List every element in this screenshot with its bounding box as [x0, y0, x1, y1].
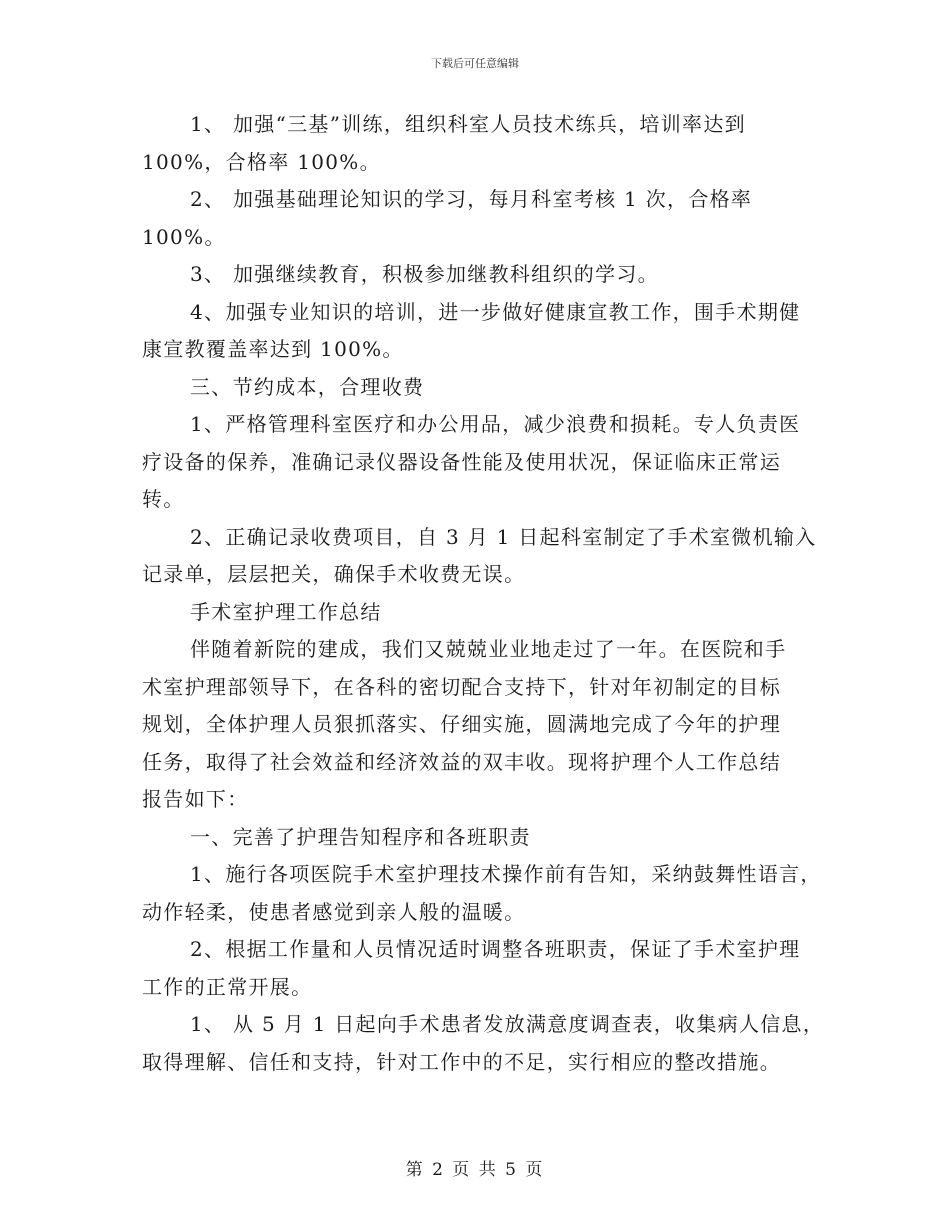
text-line: 4、加强专业知识的培训，进一步做好健康宣教工作，围手术期健 — [190, 299, 801, 324]
page-header: 下载后可任意编辑 — [431, 57, 519, 70]
text-line: 术室护理部领导下，在各科的密切配合支持下，针对年初制定的目标 — [142, 674, 781, 699]
text-line: 伴随着新院的建成，我们又兢兢业业地走过了一年。在医院和手 — [190, 637, 787, 661]
text-line: 任务，取得了社会效益和经济效益的双丰收。现将护理个人工作总结 — [142, 749, 781, 774]
text-line: 转。 — [142, 487, 185, 511]
text-line: 三、节约成本，合理收费 — [190, 374, 425, 399]
text-line: 康宣教覆盖率达到 100%。 — [142, 337, 404, 361]
text-line: 一、完善了护理告知程序和各班职责 — [190, 824, 531, 849]
text-line: 规划，全体护理人员狠抓落实、仔细实施，圆满地完成了今年的护理 — [142, 712, 781, 736]
page-number-footer: 第 2 页 共 5 页 — [405, 1160, 545, 1180]
text-line: 100%，合格率 100%。 — [142, 149, 381, 174]
text-line: 2、根据工作量和人员情况适时调整各班职责，保证了手术室护理 — [190, 937, 801, 961]
text-line: 2、正确记录收费项目，自 3 月 1 日起科室制定了手术室微机输入 — [190, 524, 817, 549]
text-line: 100%。 — [142, 224, 226, 249]
text-line: 3、 加强继续教育，积极参加继教科组织的学习。 — [190, 262, 659, 286]
text-line: 疗设备的保养，准确记录仪器设备性能及使用状况，保证临床正常运 — [142, 449, 781, 474]
text-line: 记录单，层层把关，确保手术收费无误。 — [142, 562, 526, 586]
text-line: 1、 从 5 月 1 日起向手术患者发放满意度调查表，收集病人信息， — [190, 1012, 825, 1036]
text-line: 1、施行各项医院手术室护理技术操作前有告知，采纳鼓舞性语言， — [190, 862, 822, 886]
text-line: 手术室护理工作总结 — [190, 599, 382, 624]
text-line: 工作的正常开展。 — [142, 974, 313, 999]
document-body — [142, 106, 828, 1081]
text-line: 2、 加强基础理论知识的学习，每月科室考核 1 次，合格率 — [190, 187, 753, 211]
text-line: 取得理解、信任和支持，针对工作中的不足，实行相应的整改措施。 — [142, 1049, 781, 1074]
text-line: 1、严格管理科室医疗和办公用品，减少浪费和损耗。专人负责医 — [190, 412, 801, 436]
text-line: 报告如下： — [142, 787, 249, 811]
text-line: 动作轻柔，使患者感觉到亲人般的温暖。 — [142, 899, 526, 924]
text-line: 1、 加强“三基”训练，组织科室人员技术练兵，培训率达到 — [190, 112, 746, 136]
